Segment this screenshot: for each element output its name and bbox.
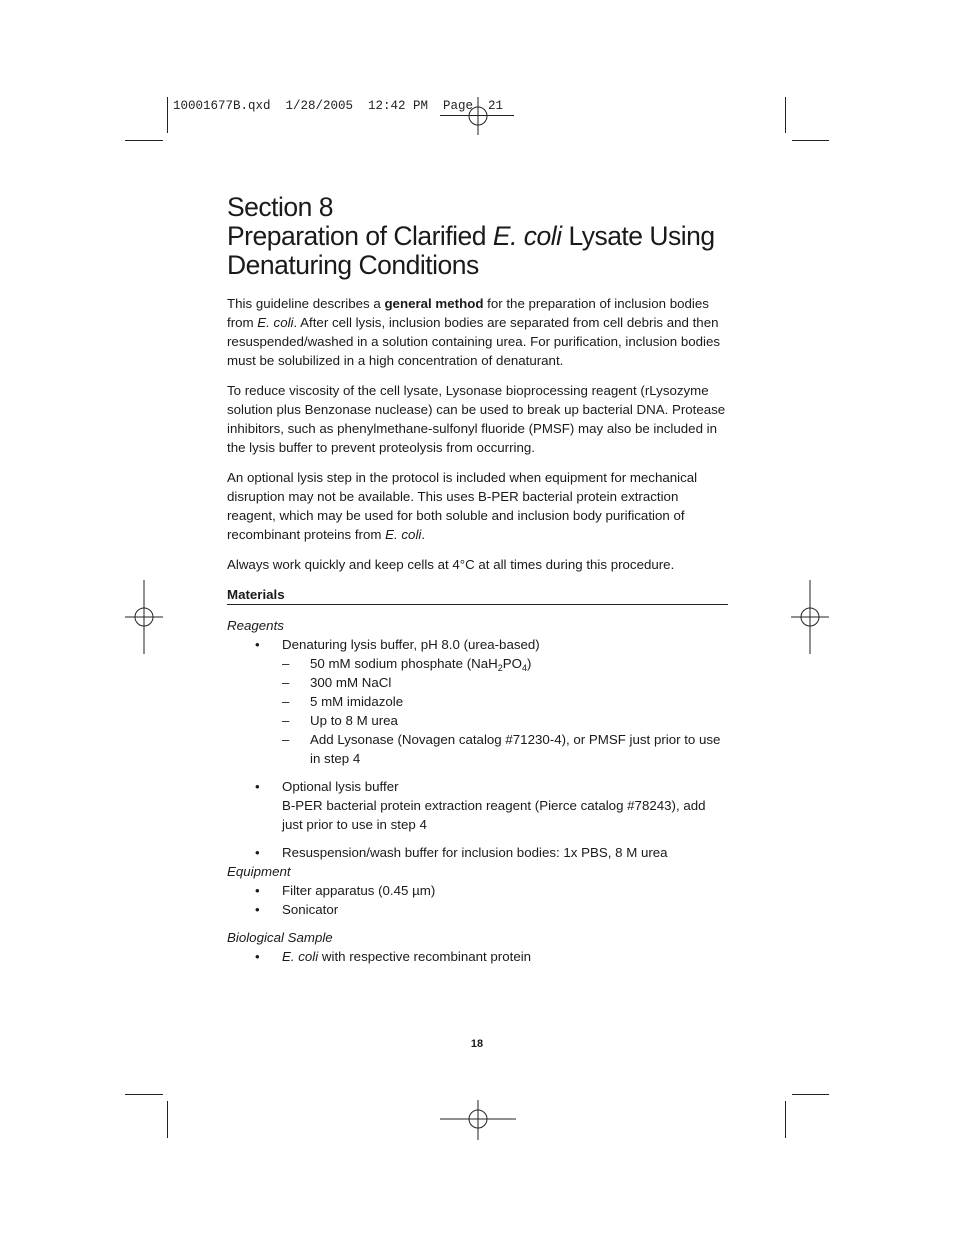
registration-mark-top-icon — [458, 97, 498, 135]
list-item-label: with respective recombinant protein — [318, 949, 532, 964]
subscript: 2 — [497, 663, 503, 673]
crop-mark-top-left-v — [167, 97, 168, 133]
materials-heading: Materials — [227, 586, 728, 605]
list-item-label: 300 mM NaCl — [310, 675, 392, 690]
buffer-components-list — [282, 654, 728, 768]
section-title-line-3: Denaturing Conditions — [227, 250, 479, 280]
list-item — [282, 692, 728, 711]
intro-paragraph — [227, 294, 728, 370]
crop-mark-bottom-right-v — [785, 1101, 786, 1138]
bullet-icon: • — [255, 949, 260, 964]
temperature-note: Always work quickly and keep cells at 4°C at all times during this procedure. — [227, 557, 675, 572]
registration-mark-bottom-icon — [440, 1100, 516, 1140]
list-item — [227, 900, 728, 919]
emphasis-text: general method — [384, 296, 484, 311]
subscript: 4 — [521, 663, 527, 673]
section-title — [227, 193, 728, 280]
list-item-label: Add Lysonase (Novagen catalog #71230-4), or PMSF just prior to use in step 4 — [310, 732, 721, 766]
reagents-heading: Reagents — [227, 618, 284, 633]
dash-icon: – — [282, 694, 290, 709]
text-run: This guideline describes a — [227, 296, 385, 311]
crop-mark-bottom-left-h — [125, 1094, 163, 1095]
list-item-detail: B-PER bacterial protein extraction reagent (Pierce catalog #78243), add just prior to use in step 4 — [282, 798, 706, 832]
title-text: Lysate Using — [561, 221, 715, 251]
biological-sample-list — [227, 947, 728, 966]
viscosity-paragraph: To reduce viscosity of the cell lysate, Lysonase bioprocessing reagent (rLysozyme solution plus Benzonase nuclease) can be used to break up bacterial DNA. Protease inhibitors, such as phenylmethane-sulfonyl fluoride (PMSF) may also be included in the lysis buffer to prevent proteolysis from occurring. — [227, 383, 726, 455]
list-item — [227, 947, 728, 966]
dash-icon: – — [282, 675, 290, 690]
crop-mark-top-left-h — [125, 140, 163, 141]
registration-mark-right-icon — [791, 580, 829, 654]
text-run: for the preparation of inclusion bodies from — [227, 296, 709, 330]
title-text: Preparation of Clarified — [227, 221, 493, 251]
text-run: 50 mM sodium phosphate (NaH — [310, 656, 498, 671]
organism-name: E. coli — [385, 527, 422, 542]
crop-mark-top-right-v — [785, 97, 786, 133]
list-item-label: Denaturing lysis buffer, pH 8.0 (urea-based) — [282, 637, 540, 652]
list-item — [282, 654, 728, 673]
page-content — [227, 193, 728, 966]
optional-lysis-paragraph — [227, 468, 728, 544]
text-run: . — [421, 527, 426, 542]
dash-icon: – — [282, 713, 290, 728]
registration-mark-left-icon — [125, 580, 163, 654]
list-item-label: Filter apparatus (0.45 µm) — [282, 883, 436, 898]
section-title-line-2 — [227, 222, 728, 251]
organism-name: E. coli — [282, 949, 319, 964]
biological-sample-heading: Biological Sample — [227, 930, 333, 945]
bullet-icon: • — [255, 779, 260, 794]
section-title-line-1: Section 8 — [227, 192, 333, 222]
list-item-label: Optional lysis buffer — [282, 779, 399, 794]
text-run: PO — [502, 656, 522, 671]
list-item-label: Sonicator — [282, 902, 339, 917]
list-item — [227, 881, 728, 900]
text-run: An optional lysis step in the protocol is included when equipment for mechanical disruption may not be available. This uses B-PER bacterial protein extraction reagent, which may be used for both soluble and inclusion body purification of recombinant proteins from — [227, 470, 698, 542]
dash-icon: – — [282, 656, 290, 671]
list-item — [227, 843, 728, 862]
text-run: ) — [526, 656, 532, 671]
dash-icon: – — [282, 732, 290, 747]
equipment-list — [227, 881, 728, 919]
list-item — [227, 777, 728, 834]
bullet-icon: • — [255, 845, 260, 860]
list-item — [227, 635, 728, 768]
reagents-list — [227, 635, 728, 862]
text-run: . After cell lysis, inclusion bodies are separated from cell debris and then resuspended/washed in a solution containing urea. For purification, inclusion bodies must be solubilized in a high concentration of denaturant. — [227, 315, 721, 368]
list-item — [282, 730, 728, 768]
bullet-icon: • — [255, 637, 260, 652]
crop-mark-top-right-h — [792, 140, 829, 141]
list-item — [282, 673, 728, 692]
equipment-heading: Equipment — [227, 864, 291, 879]
list-item-label: 5 mM imidazole — [310, 694, 404, 709]
crop-mark-bottom-left-v — [167, 1101, 168, 1138]
list-item — [282, 711, 728, 730]
organism-name: E. coli — [257, 315, 294, 330]
crop-mark-bottom-right-h — [792, 1094, 829, 1095]
page-number: 18 — [470, 1038, 484, 1050]
bullet-icon: • — [255, 883, 260, 898]
list-item-label: Resuspension/wash buffer for inclusion bodies: 1x PBS, 8 M urea — [282, 845, 668, 860]
file-slug: 10001677B.qxd 1/28/2005 12:42 PM Page 21 — [173, 99, 504, 113]
list-item-label: Up to 8 M urea — [310, 713, 398, 728]
bullet-icon: • — [255, 902, 260, 917]
title-organism: E. coli — [492, 221, 562, 251]
